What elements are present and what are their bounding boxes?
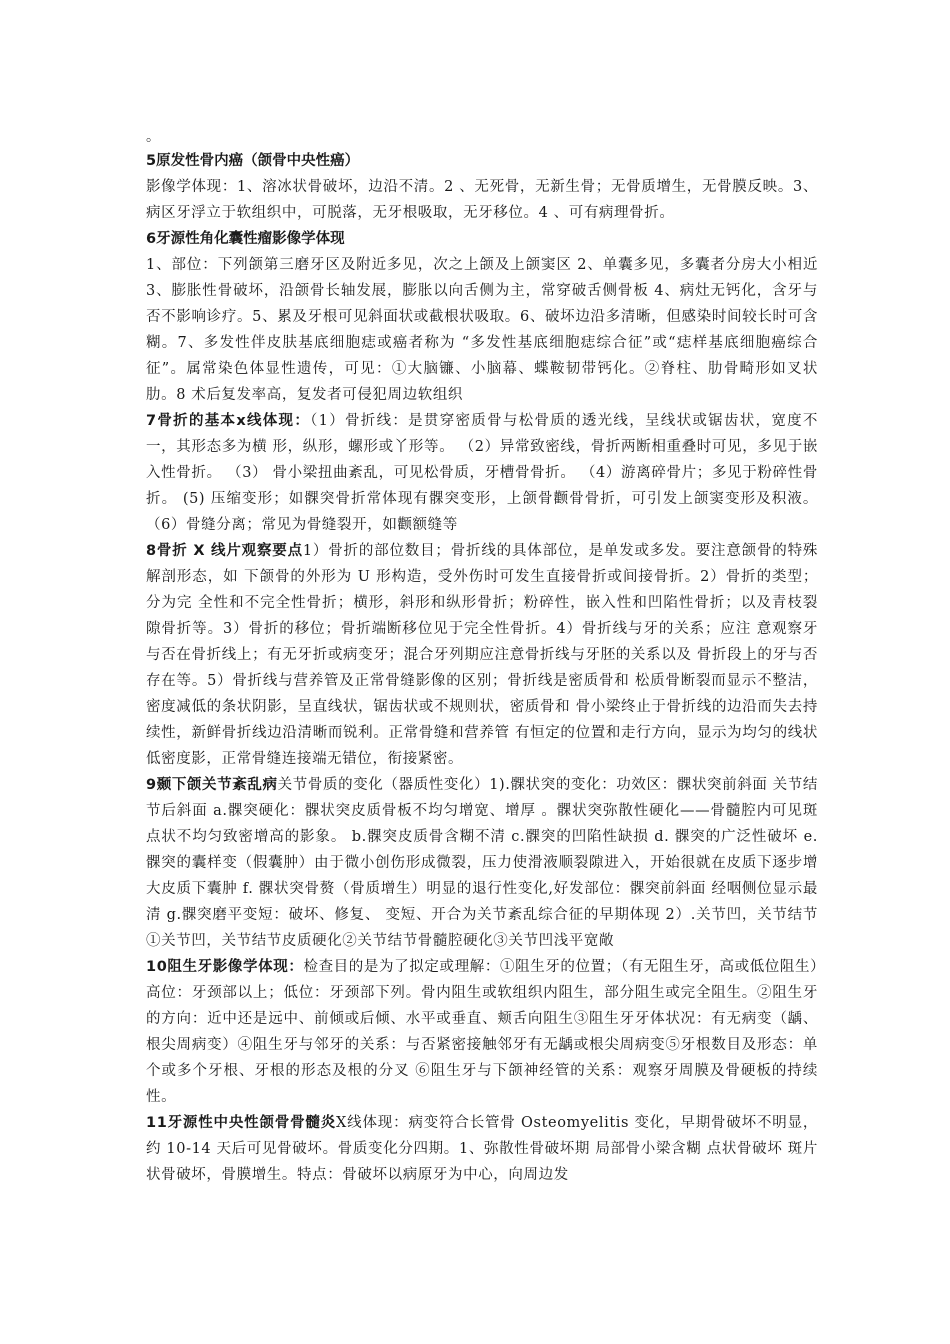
section-heading: 11牙源性中央性颌骨骨髓炎 <box>146 1115 337 1131</box>
section-paragraph <box>146 1110 818 1188</box>
section-heading: 10阻生牙影像学体现： <box>146 959 304 975</box>
section-body: X线体现：病变符合长管骨 Osteomyelitis 变化，早期骨破坏不明显，约 10-14 天后可见骨破坏。骨质变化分四期。1、弥散性骨破坏期 局部骨小梁含糊 点状骨破坏 斑片状骨破坏，骨膜增生。特点：骨破坏以病原牙为中心，向周边发 <box>146 1115 818 1183</box>
section-paragraph <box>146 772 818 954</box>
section-11 <box>146 1110 818 1188</box>
section-paragraph <box>146 954 818 1110</box>
section-body: 检查目的是为了拟定或理解：①阻生牙的位置；（有无阻生牙，高或低位阻生）高位：牙颈部以上；低位：牙颈部下列。骨内阻生或软组织内阻生，部分阻生或完全阻生。②阻生牙的方向：近中还是远中、前倾或后倾、水平或垂直、颊舌向阻生③阻生牙牙体状况：有无病变（龋、根尖周病变）④阻生牙与邻牙的关系：与否紧密接触邻牙有无龋或根尖周病变⑤牙根数目及形态：单个或多个牙根、牙根的形态及根的分叉 ⑥阻生牙与下颌神经管的关系：观察牙周膜及骨硬板的持续性。 <box>146 959 819 1105</box>
section-body: 关节骨质的变化（器质性变化）1).髁状突的变化：功效区：髁状突前斜面 关节结节后斜面 a.髁突硬化：髁状突皮质骨板不均匀增宽、增厚 。髁状突弥散性硬化——骨髓腔内可见斑点状不均匀致密增高的影象。 b.髁突皮质骨含糊不清 c.髁突的凹陷性缺损 d. 髁突的广泛性破坏 e. 髁突的囊样变（假囊肿）由于微小创伤形成微裂，压力使滑液顺裂隙进入，开始很就在皮质下逐步增大皮质下囊肿 f. 髁状突骨赘（骨质增生）明显的退行性变化,好发部位：髁突前斜面 经咽侧位显示最清 g.髁突磨平变短：破坏、修复、 变短、开合为关节紊乱综合征的早期体现 2）.关节凹，关节结节①关节凹，关节结节皮质硬化②关节结节骨髓腔硬化③关节凹浅平宽敞 <box>146 777 818 949</box>
section-5 <box>146 148 818 226</box>
section-heading: 7骨折的基本x线体现： <box>146 413 311 429</box>
section-body: 1、部位：下列颌第三磨牙区及附近多见，次之上颌及上颌窦区 2、单囊多见，多囊者分房大小相近 3、膨胀性骨破坏，沿颌骨长轴发展，膨胀以向舌侧为主，常穿破舌侧骨板 4、病灶无钙化，含牙与否不影响诊疗。5、累及牙根可见斜面状或截根状吸取。6、破坏边沿多清晰，但感染时间较长时可含糊。7、多发性伴皮肤基底细胞痣或癌者称为 “多发性基底细胞痣综合征”或“痣样基底细胞癌综合征”。属常染色体显性遗传，可见：①大脑镰、小脑幕、蝶鞍韧带钙化。②脊柱、肋骨畸形如叉状肋。8 术后复发率高，复发者可侵犯周边软组织 <box>146 257 818 403</box>
section-9 <box>146 772 818 954</box>
section-6 <box>146 226 818 408</box>
section-heading: 6牙源性角化囊性瘤影像学体现 <box>146 231 345 247</box>
document-page <box>146 126 818 1188</box>
section-heading: 9颞下颌关节紊乱病 <box>146 777 278 793</box>
section-body: 1）骨折的部位数目；骨折线的具体部位，是单发或多发。要注意颌骨的特殊解剖形态，如 下颌骨的外形为 U 形构造，受外伤时可发生直接骨折或间接骨折。2）骨折的类型；分为完 全性和不完全性骨折；横形，斜形和纵形骨折；粉碎性，嵌入性和凹陷性骨折；以及青枝裂 隙骨折等。3）骨折的移位；骨折端断移位见于完全性骨折。4）骨折线与牙的关系；应注 意观察牙与否在骨折线上；有无牙折或病变牙；混合牙列期应注意骨折线与牙胚的关系以及 骨折段上的牙与否存在等。5）骨折线与营养管及正常骨缝影像的区别；骨折线是密质骨和 松质骨断裂而显示不整洁，密度减低的条状阴影，呈直线状，锯齿状或不规则状，密质骨和 骨小梁终止于骨折线的边沿而失去持续性，新鲜骨折线边沿清晰而锐利。正常骨缝和营养管 有恒定的位置和走行方向，显示为均匀的线状低密度影，正常骨缝连接端无错位，衔接紧密。 <box>146 543 818 767</box>
section-paragraph <box>146 538 818 772</box>
section-body: （1）骨折线：是贯穿密质骨与松骨质的透光线，呈线状或锯齿状，宽度不一，其形态多为横 形，纵形，螺形或丫形等。 （2）异常致密线，骨折两断相重叠时可见，多见于嵌入性骨折。 （3） 骨小梁扭曲紊乱，可见松骨质，牙槽骨骨折。 （4）游离碎骨片；多见于粉碎性骨折。 (5) 压缩变形；如髁突骨折常体现有髁突变形，上颌骨颧骨骨折，可引发上颌窦变形及积液。 （6）骨缝分离；常见为骨缝裂开，如颧额缝等 <box>146 413 818 533</box>
section-7 <box>146 408 818 538</box>
section-body: 影像学体现：1、溶冰状骨破坏，边沿不清。2 、无死骨，无新生骨；无骨质增生，无骨膜反映。3、病区牙浮立于软组织中，可脱落，无牙根吸取，无牙移位。4 、可有病理骨折。 <box>146 179 818 221</box>
section-heading: 5原发性骨内癌（颌骨中央性癌） <box>146 153 360 169</box>
section-paragraph <box>146 408 818 538</box>
section-10 <box>146 954 818 1110</box>
section-8 <box>146 538 818 772</box>
top-mark: 。 <box>146 129 160 145</box>
section-heading: 8骨折 X 线片观察要点 <box>146 543 303 559</box>
